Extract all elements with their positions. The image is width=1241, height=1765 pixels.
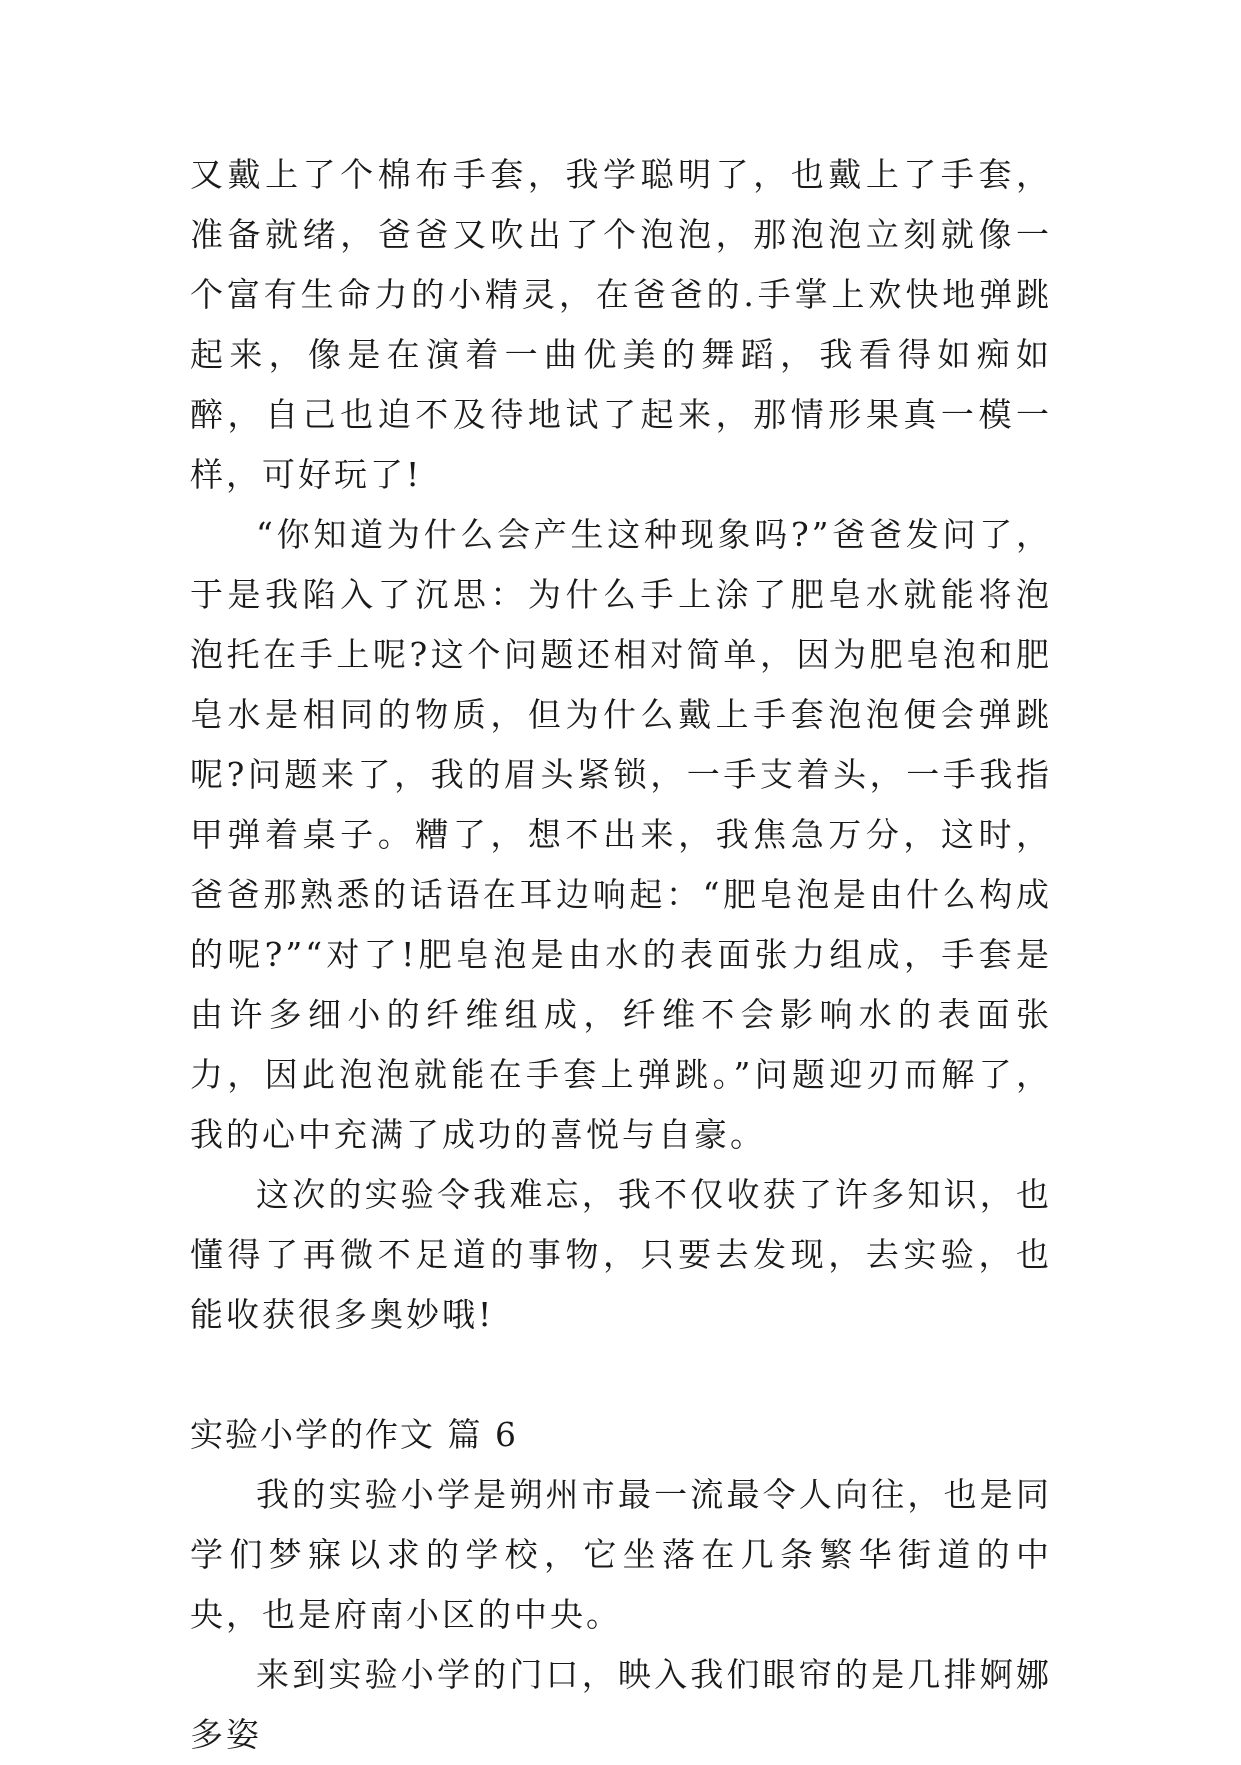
paragraph-question: “你知道为什么会产生这种现象吗?”爸爸发问了，于是我陷入了沉思：为什么手上涂了肥皂水就能将泡泡托在手上呢?这个问题还相对简单，因为肥皂泡和肥皂水是相同的物质，但为什么戴上手套泡泡便会弹跳呢?问题来了，我的眉头紧锁，一手支着头，一手我指甲弹着桌子。糟了，想不出来，我焦急万分，这时，爸爸那熟悉的话语在耳边响起：“肥皂泡是由什么构成的呢?”“对了!肥皂泡是由水的表面张力组成，手套是由许多细小的纤维组成，纤维不会影响水的表面张力，因此泡泡就能在手套上弹跳。”问题迎刃而解了，我的心中充满了成功的喜悦与自豪。 — [190, 515, 1052, 1154]
document-page — [190, 145, 1052, 1765]
paragraph-conclusion: 这次的实验令我难忘，我不仅收获了许多知识，也懂得了再微不足道的事物，只要去发现，去实验，也能收获很多奥妙哦! — [190, 1175, 1052, 1334]
section-heading: 实验小学的作文 篇 6 — [190, 1415, 518, 1454]
paragraph-school-intro: 我的实验小学是朔州市最一流最令人向往，也是同学们梦寐以求的学校，它坐落在几条繁华街道的中央，也是府南小区的中央。 — [190, 1475, 1052, 1634]
paragraph-continuation: 又戴上了个棉布手套，我学聪明了，也戴上了手套，准备就绪，爸爸又吹出了个泡泡，那泡泡立刻就像一个富有生命力的小精灵，在爸爸的.手掌上欢快地弹跳起来，像是在演着一曲优美的舞蹈，我看得如痴如醉，自己也迫不及待地试了起来，那情形果真一模一样，可好玩了! — [190, 155, 1052, 494]
paragraph-school-gate: 来到实验小学的门口，映入我们眼帘的是几排婀娜多姿 — [190, 1655, 1052, 1754]
